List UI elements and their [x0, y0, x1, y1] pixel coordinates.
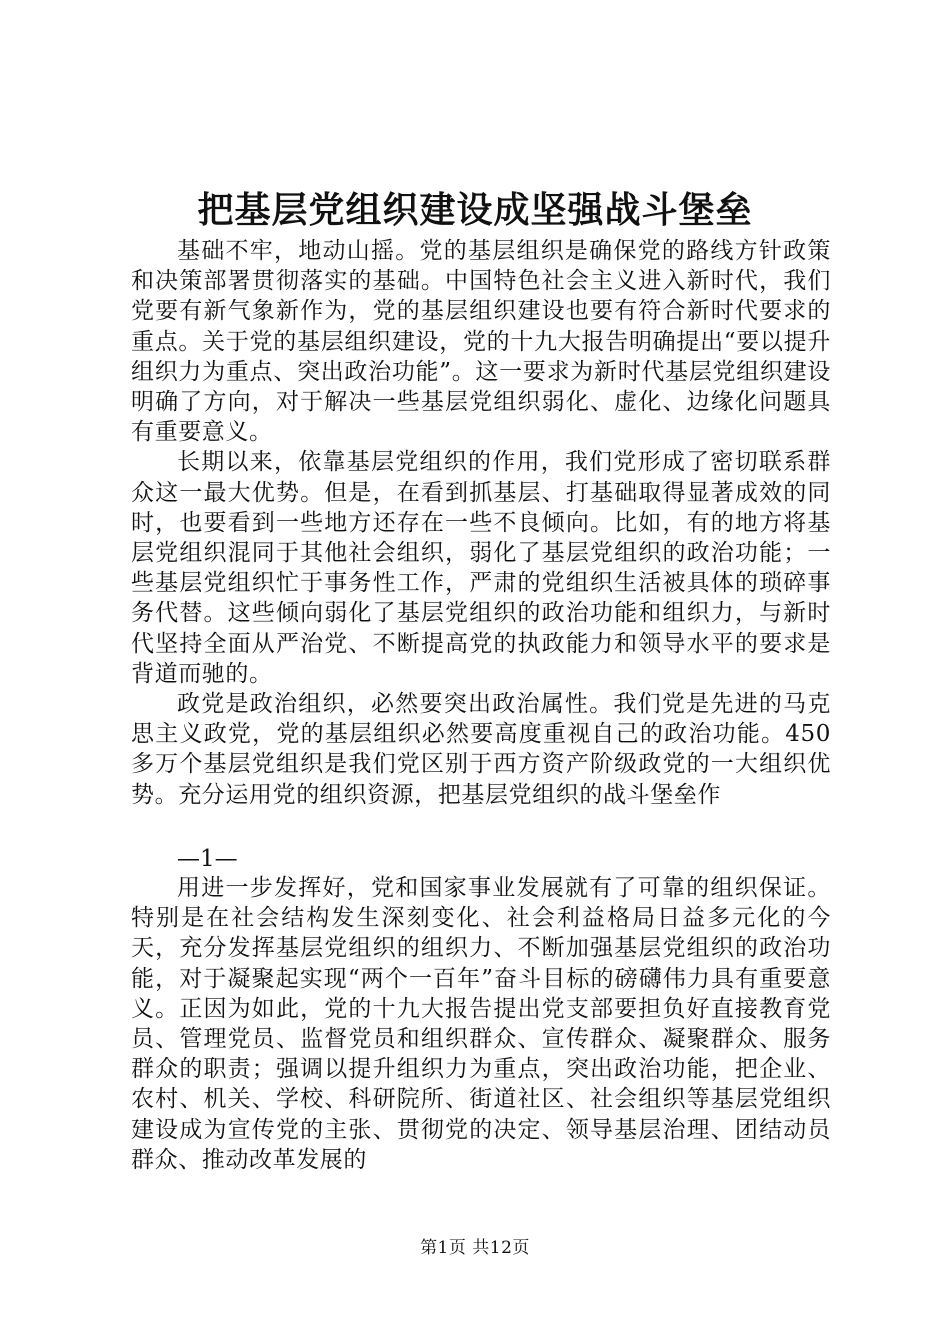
paragraph-4: 用进一步发挥好，党和国家事业发展就有了可靠的组织保证。特别是在社会结构发生深刻变化、社会利益格局日益多元化的今天，充分发挥基层党组织的组织力、不断加强基层党组织的政治功能，对于凝聚起实现“两个一百年”奋斗目标的磅礴伟力具有重要意义。正因为如此，党的十九大报告提出党支部要担负好直接教育党员、管理党员、监督党员和组织群众、宣传群众、凝聚群众、服务群众的职责；强调以提升组织力为重点，突出政治功能，把企业、农村、机关、学校、科研院所、街道社区、社会组织等基层党组织建设成为宣传党的主张、贯彻党的决定、领导基层治理、团结动员群众、推动改革发展的 — [131, 875, 831, 1173]
document-title: 把基层党组织建设成坚强战斗堡垒 — [197, 189, 753, 231]
body-text-lower — [131, 873, 831, 1175]
page-footer: 第1页 共12页 — [420, 1238, 530, 1258]
body-text-upper — [131, 236, 831, 810]
paragraph-3: 政党是政治组织，必然要突出政治属性。我们党是先进的马克思主义政党，党的基层组织必然要高度重视自己的政治功能。450多万个基层党组织是我们党区别于西方资产阶级政党的一大组织优势。充分运用党的组织资源，把基层党组织的战斗堡垒作 — [131, 691, 831, 808]
paragraph-2: 长期以来，依靠基层党组织的作用，我们党形成了密切联系群众这一最大优势。但是，在看到抓基层、打基础取得显著成效的同时，也要看到一些地方还存在一些不良倾向。比如，有的地方将基层党组织混同于其他社会组织，弱化了基层党组织的政治功能；一些基层党组织忙于事务性工作，严肃的党组织生活被具体的琐碎事务代替。这些倾向弱化了基层党组织的政治功能和组织力，与新时代坚持全面从严治党、不断提高党的执政能力和领导水平的要求是背道而驰的。 — [131, 449, 831, 687]
paragraph-1: 基础不牢，地动山摇。党的基层组织是确保党的路线方针政策和决策部署贯彻落实的基础。中国特色社会主义进入新时代，我们党要有新气象新作为，党的基层组织建设也要有符合新时代要求的重点。关于党的基层组织建设，党的十九大报告明确提出“要以提升组织力为重点、突出政治功能”。这一要求为新时代基层党组织建设明确了方向，对于解决一些基层党组织弱化、虚化、边缘化问题具有重要意义。 — [131, 238, 831, 446]
page-marker: —1— — [177, 846, 238, 872]
